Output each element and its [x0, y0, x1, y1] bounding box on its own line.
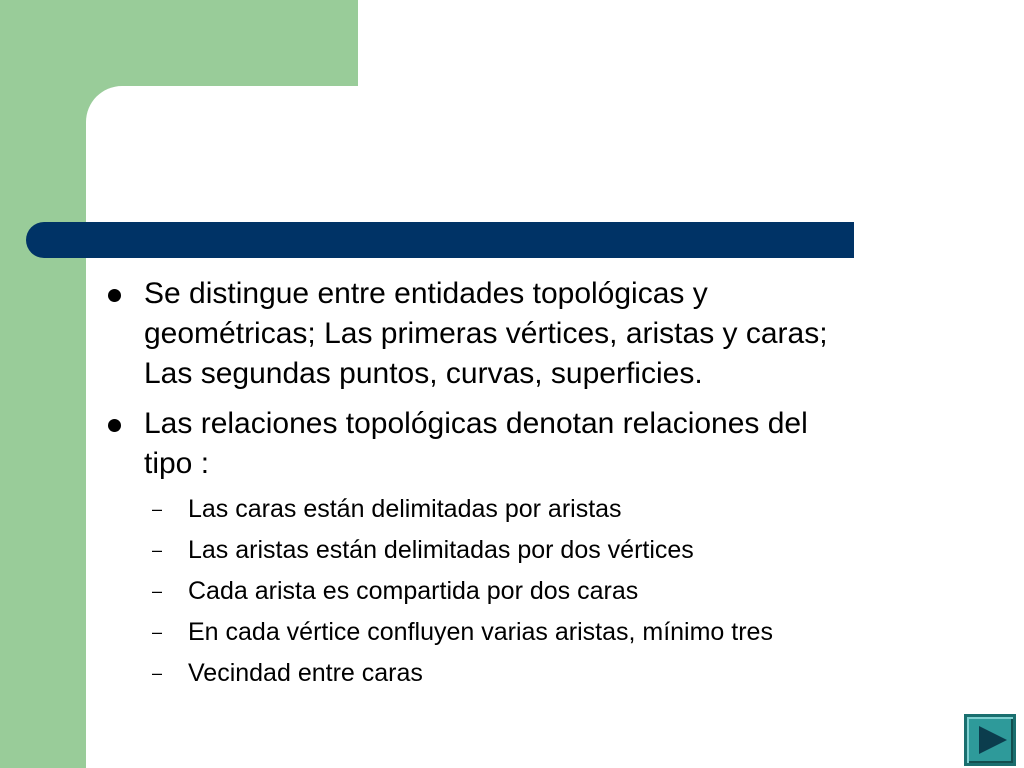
decorative-white-area: [358, 0, 1024, 100]
sub-item: [104, 494, 864, 524]
dash-marker: –: [152, 581, 163, 601]
next-slide-button[interactable]: [964, 714, 1016, 766]
sub-item-text: Cada arista es compartida por dos caras: [188, 577, 639, 605]
play-triangle-icon: [975, 723, 1009, 757]
bullet-dot-icon: [108, 419, 121, 432]
dash-marker: –: [152, 663, 163, 683]
sub-item-text: Las aristas están delimitadas por dos vértices: [188, 536, 694, 564]
bullet-item: [104, 404, 864, 484]
bullet-text: Se distingue entre entidades topológicas y geométricas; Las primeras vértices, aristas y caras; Las segundas puntos, curvas, superficies.: [144, 277, 828, 390]
title-bar: [26, 222, 854, 258]
sub-item: [104, 576, 864, 606]
sub-item-text: En cada vértice confluyen varias aristas, mínimo tres: [188, 618, 773, 646]
bullet-item: [104, 274, 864, 394]
bullet-list: [104, 274, 864, 699]
bullet-dot-icon: [108, 289, 121, 302]
dash-marker: –: [152, 540, 163, 560]
sub-item: [104, 658, 864, 688]
sub-item-text: Las caras están delimitadas por aristas: [188, 495, 622, 523]
dash-marker: –: [152, 622, 163, 642]
sub-item: [104, 617, 864, 647]
dash-marker: –: [152, 499, 163, 519]
sub-item: [104, 535, 864, 565]
bullet-text: Las relaciones topológicas denotan relaciones del tipo :: [144, 407, 808, 480]
sub-item-text: Vecindad entre caras: [188, 659, 423, 687]
